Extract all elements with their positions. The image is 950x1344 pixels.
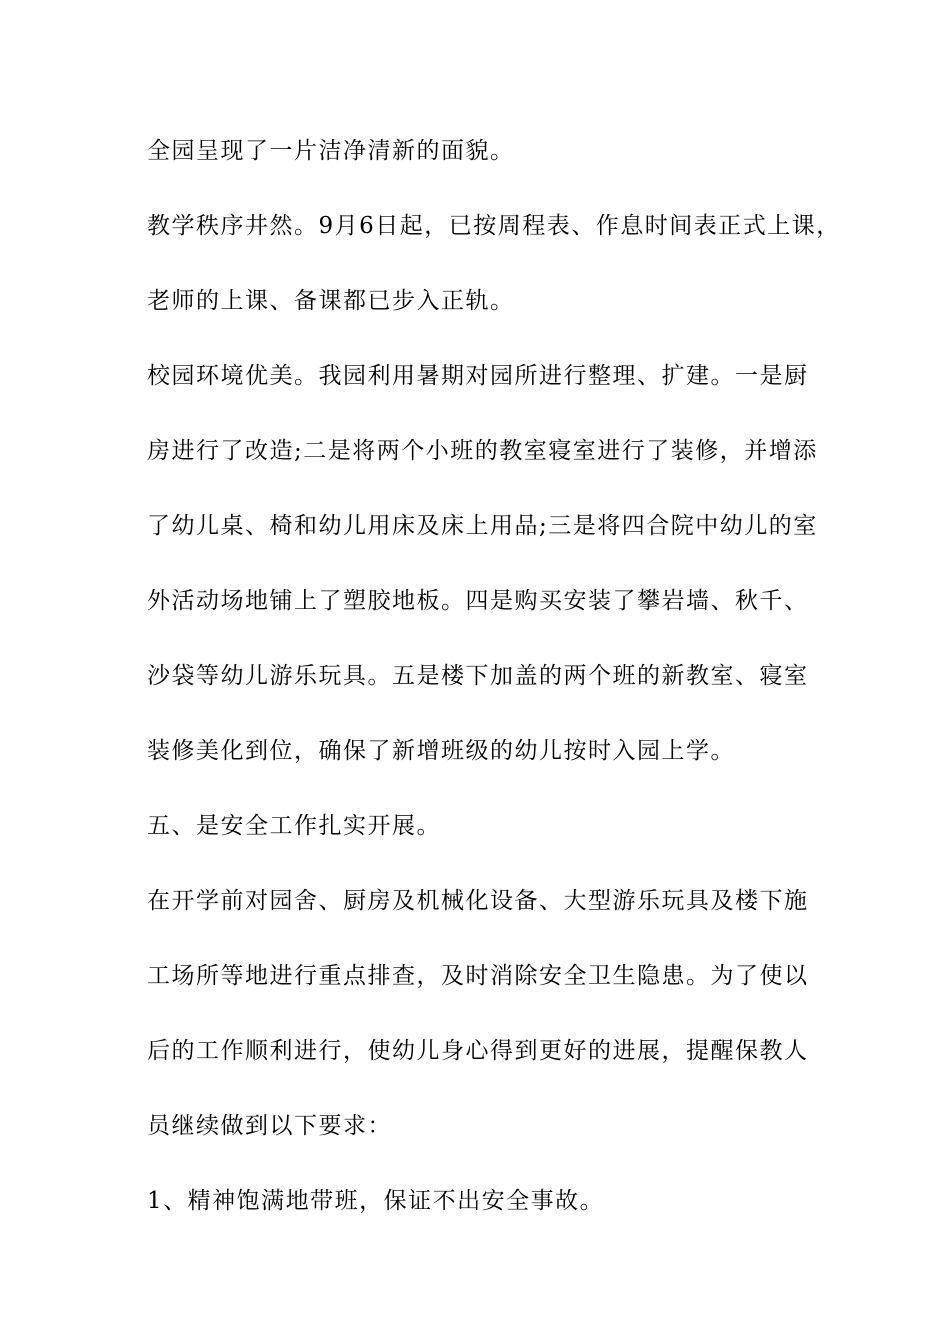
text-line: 沙袋等幼儿游乐玩具。五是楼下加盖的两个班的新教室、寝室 bbox=[147, 663, 809, 689]
text-line: 老师的上课、备课都已步入正轨。 bbox=[147, 288, 515, 314]
section-heading: 五、是安全工作扎实开展。 bbox=[147, 813, 441, 839]
text-line: 全园呈现了一片洁净清新的面貌。 bbox=[147, 138, 515, 164]
text-line: 校园环境优美。我园利用暑期对园所进行整理、扩建。一是厨 bbox=[147, 363, 809, 389]
text-line: 在开学前对园舍、厨房及机械化设备、大型游乐玩具及楼下施 bbox=[147, 888, 809, 914]
text-line: 了幼儿桌、椅和幼儿用床及床上用品;三是将四合院中幼儿的室 bbox=[147, 513, 818, 539]
text-line: 房进行了改造;二是将两个小班的教室寝室进行了装修，并增添 bbox=[147, 438, 818, 464]
list-item: 1、精神饱满地带班，保证不出安全事故。 bbox=[147, 1188, 605, 1214]
text-line: 外活动场地铺上了塑胶地板。四是购买安装了攀岩墙、秋千、 bbox=[147, 588, 809, 614]
text-line: 教学秩序井然。9月6日起，已按周程表、作息时间表正式上课， bbox=[147, 213, 841, 239]
text-line: 后的工作顺利进行，使幼儿身心得到更好的进展，提醒保教人 bbox=[147, 1038, 809, 1064]
text-line: 装修美化到位，确保了新增班级的幼儿按时入园上学。 bbox=[147, 738, 735, 764]
text-line: 员继续做到以下要求： bbox=[147, 1113, 392, 1139]
text-line: 工场所等地进行重点排查，及时消除安全卫生隐患。为了使以 bbox=[147, 963, 809, 989]
